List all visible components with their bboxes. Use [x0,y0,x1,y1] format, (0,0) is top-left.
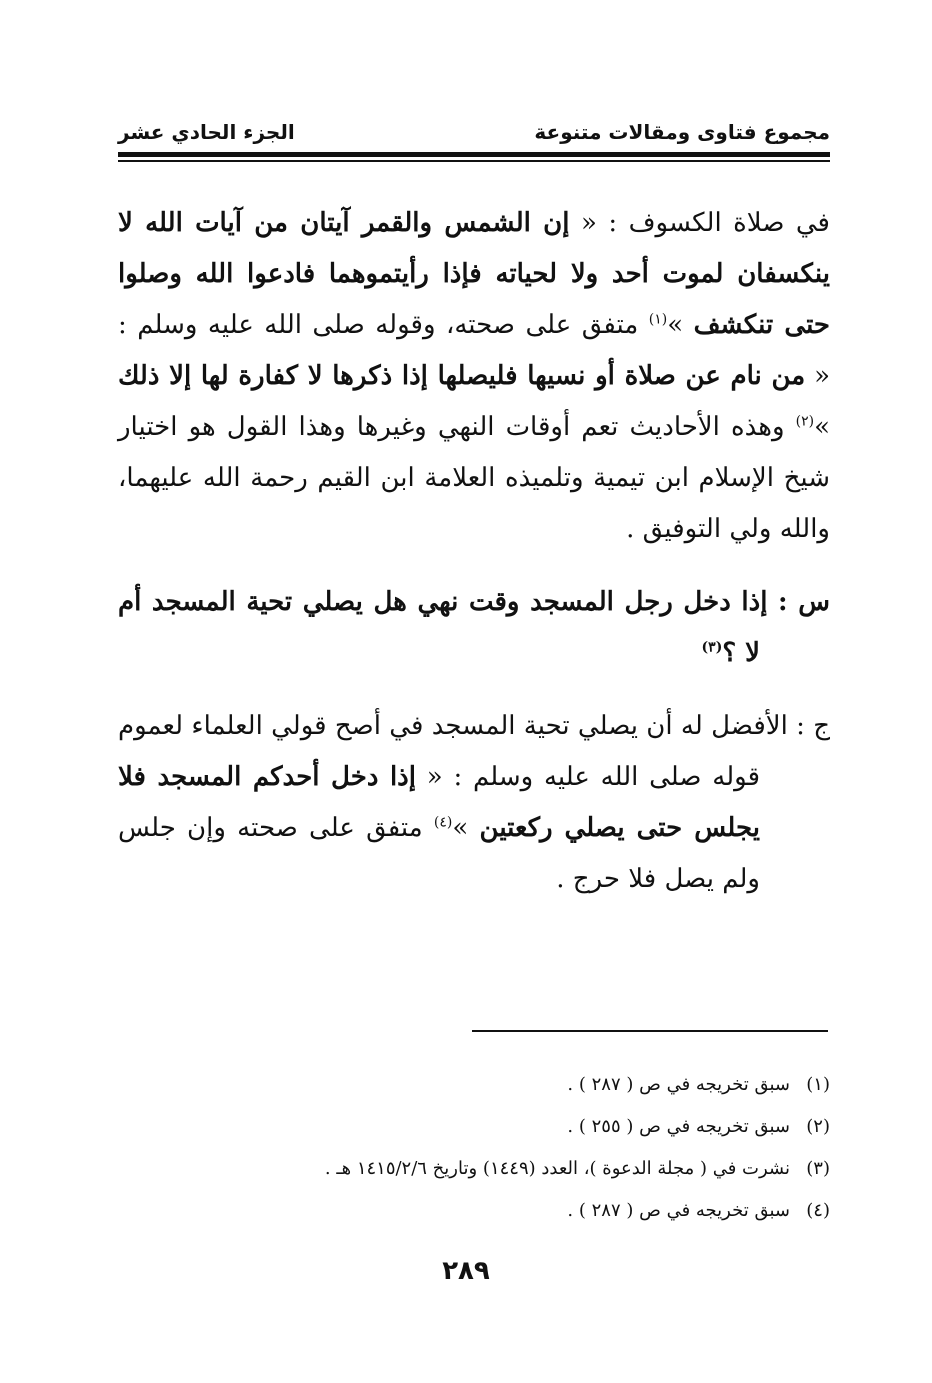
hadith-quote: إن الشمس والقمر آيتان من آيات الله لا ينكسفان لموت أحد ولا لحياته فإذا رأيتموهما فادعوا الله وصلوا حتى تنكشف [118,208,831,340]
text-run: » [452,813,480,843]
answer-marker: ج : [787,711,830,741]
footnote-separator [472,1030,828,1032]
footnote-item [118,1190,830,1232]
text-run: وهذه الأحاديث تعم أوقات النهي وغيرها وهذا القول هو اختيار شيخ الإسلام ابن تيمية وتلميذه العلامة ابن القيم رحمة الله عليهما، والله ولي التوفيق . [118,412,830,544]
header-rule-thin [118,160,830,162]
answer-paragraph [118,701,830,905]
footnote-number: (١) [806,1074,830,1095]
footnote-ref[interactable]: (١) [648,311,668,328]
main-text [118,198,830,905]
footnote-item [118,1064,830,1106]
footnotes [118,1064,830,1232]
footnote-ref[interactable]: (٢) [795,413,815,430]
hadith-quote: إذا دخل أحدكم المسجد فلا يجلس حتى يصلي ركعتين [118,762,760,843]
page-number: ٢٨٩ [442,1256,490,1286]
footnote-item [118,1106,830,1148]
book-title: مجموع فتاوى ومقالات متنوعة [534,120,830,144]
question-text: إذا دخل رجل المسجد وقت نهي هل يصلي تحية المسجد أم لا ؟ [118,587,768,668]
hadith-quote: من نام عن صلاة أو نسيها فليصلها إذا ذكرها لا كفارة لها إلا ذلك [118,361,806,391]
footnote-number: (٢) [806,1116,830,1137]
text-run: الأفضل له أن يصلي تحية المسجد في أصح قولي العلماء لعموم قوله صلى الله عليه وسلم : « [118,711,788,792]
text-run: متفق على صحته، وقوله صلى الله عليه وسلم : « [118,310,831,391]
text-run: » [667,310,694,340]
footnote-text: سبق تخريجه في ص ( ٢٨٧ ) . [567,1074,790,1095]
paragraph-eclipse [118,198,830,555]
running-header [118,118,830,152]
text-run: في صلاة الكسوف : « [569,208,830,238]
footnote-ref[interactable]: (٤) [433,814,453,831]
footnote-number: (٣) [806,1158,830,1179]
volume-title: الجزء الحادي عشر [118,120,295,144]
footnote-ref[interactable]: (٣) [701,639,723,656]
question-marker: س : [767,587,830,617]
text-run: متفق على صحته وإن جلس ولم يصل فلا حرج . [118,813,760,894]
question-paragraph [118,577,830,679]
footnote-text: سبق تخريجه في ص ( ٢٥٥ ) . [567,1116,790,1137]
text-run: » [814,412,830,442]
footnote-text: نشرت في ( مجلة الدعوة )، العدد (١٤٤٩) وتاريخ ١٤١٥/٢/٦ هـ . [324,1158,790,1179]
header-rule-thick [118,152,830,157]
footnote-text: سبق تخريجه في ص ( ٢٨٧ ) . [567,1200,790,1221]
footnote-number: (٤) [806,1200,830,1221]
footnote-item [118,1148,830,1190]
